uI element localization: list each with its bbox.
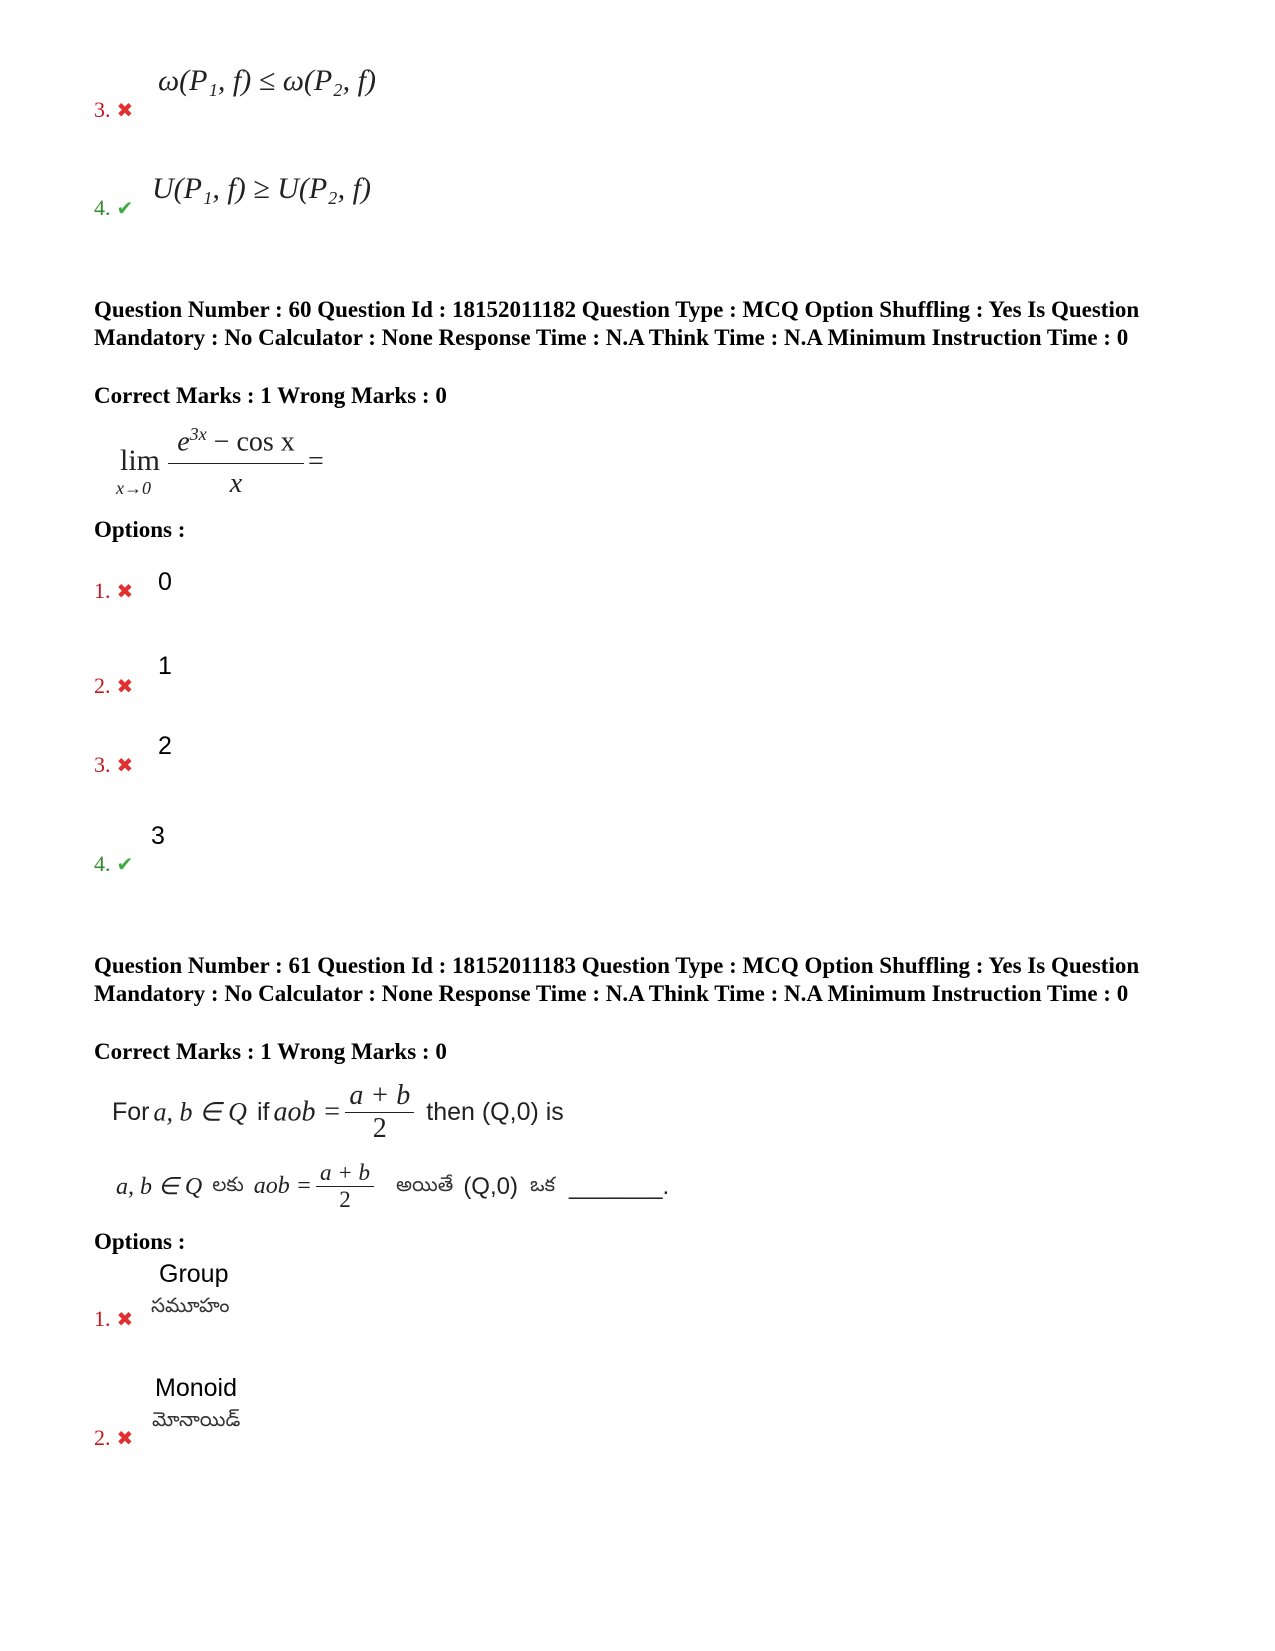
- prev-option-4: [94, 195, 133, 221]
- wrong-mark-icon: ✖: [116, 1309, 134, 1331]
- fraction-denominator: 2: [316, 1186, 374, 1213]
- telugu-word: లకు: [212, 1172, 244, 1196]
- option-number: 4.: [94, 195, 111, 220]
- numerator-rest: − cos x: [206, 426, 295, 458]
- correct-check-icon: ✔: [116, 854, 134, 876]
- q60-option-2: [94, 673, 133, 699]
- q61-option-2: [94, 1425, 133, 1451]
- q61-meta: Question Number : 61 Question Id : 18152011183 Question Type : MCQ Option Shuffling : Yes Is Question Mandatory : No Calculator : None Response Time : N.A Think Time : N.A Minimum Instruction Time : 0: [94, 953, 1140, 1006]
- wrong-mark-icon: ✖: [116, 581, 134, 603]
- fraction-numerator: [168, 424, 304, 458]
- option-number: 1.: [94, 1306, 111, 1331]
- q61-option-1: [94, 1306, 133, 1332]
- q61-options-label: Options :: [94, 1229, 186, 1254]
- telugu-word: ఒక: [529, 1172, 556, 1196]
- prev-option-4-expression: U(P₁, f) ≥ U(P₂, f): [152, 172, 371, 205]
- for-word: For: [112, 1098, 150, 1126]
- q60-option-4-text: 3: [151, 822, 165, 850]
- if-word: if: [256, 1098, 270, 1126]
- wrong-mark-icon: ✖: [116, 676, 134, 698]
- option-number: 2.: [94, 673, 111, 698]
- option-number: 4.: [94, 851, 111, 876]
- numerator-base: e: [177, 426, 190, 458]
- q61-option-1-text-te: సమూహం: [151, 1293, 230, 1317]
- structure-pair: (Q,0): [463, 1172, 518, 1200]
- q60-option-3: [94, 752, 133, 778]
- operation-fraction: [345, 1080, 414, 1145]
- q61-question-line-en: [112, 1080, 564, 1145]
- wrong-mark-icon: ✖: [116, 755, 134, 777]
- fraction-numerator: a + b: [349, 1080, 411, 1111]
- q61-option-2-text-te: మోనాయిడ్: [152, 1407, 241, 1431]
- q60-question-formula: [116, 420, 346, 504]
- prev-option-3: [94, 97, 133, 123]
- option-number: 3.: [94, 752, 111, 777]
- fraction-denominator: 2: [345, 1112, 414, 1145]
- lim-subscript: x→0: [116, 478, 151, 498]
- q61-question-line-te: [116, 1160, 669, 1213]
- option-number: 1.: [94, 578, 111, 603]
- q60-options-label: Options :: [94, 517, 186, 542]
- wrong-mark-icon: ✖: [116, 100, 134, 122]
- option-number: 2.: [94, 1425, 111, 1450]
- q61-marks: Correct Marks : 1 Wrong Marks : 0: [94, 1039, 447, 1064]
- q60-option-1: [94, 578, 133, 604]
- correct-check-icon: ✔: [116, 198, 134, 220]
- numerator-exponent: 3x: [189, 424, 207, 444]
- fraction-numerator: a + b: [320, 1160, 371, 1185]
- option-number: 3.: [94, 97, 111, 122]
- wrong-mark-icon: ✖: [116, 1428, 134, 1450]
- q60-option-1-text: 0: [158, 568, 172, 596]
- q61-option-2-text-en: Monoid: [155, 1374, 237, 1402]
- operation-lhs: aob =: [273, 1096, 342, 1128]
- q60-marks: Correct Marks : 1 Wrong Marks : 0: [94, 383, 447, 408]
- set-membership: a, b ∈ Q: [153, 1097, 247, 1127]
- prev-option-3-expression: ω(P₁, f) ≤ ω(P₂, f): [158, 64, 376, 97]
- answer-blank: _______.: [569, 1172, 670, 1200]
- q60-option-3-text: 2: [158, 732, 172, 760]
- equals-sign: =: [308, 446, 324, 477]
- operation-lhs: aob =: [253, 1173, 312, 1199]
- q60-option-4: [94, 851, 133, 877]
- then-clause: then (Q,0) is: [426, 1098, 564, 1126]
- lim-operator: lim: [120, 444, 161, 477]
- q60-meta: Question Number : 60 Question Id : 18152011182 Question Type : MCQ Option Shuffling : Yes Is Question Mandatory : No Calculator : None Response Time : N.A Think Time : N.A Minimum Instruction Time : 0: [94, 297, 1140, 350]
- fraction-denominator: x: [229, 468, 243, 499]
- telugu-word: అయితే: [396, 1172, 454, 1196]
- fraction-bar: [168, 463, 304, 464]
- q61-option-1-text-en: Group: [159, 1260, 229, 1288]
- set-membership: a, b ∈ Q: [116, 1174, 203, 1200]
- q60-option-2-text: 1: [158, 652, 172, 680]
- operation-fraction: [316, 1160, 374, 1213]
